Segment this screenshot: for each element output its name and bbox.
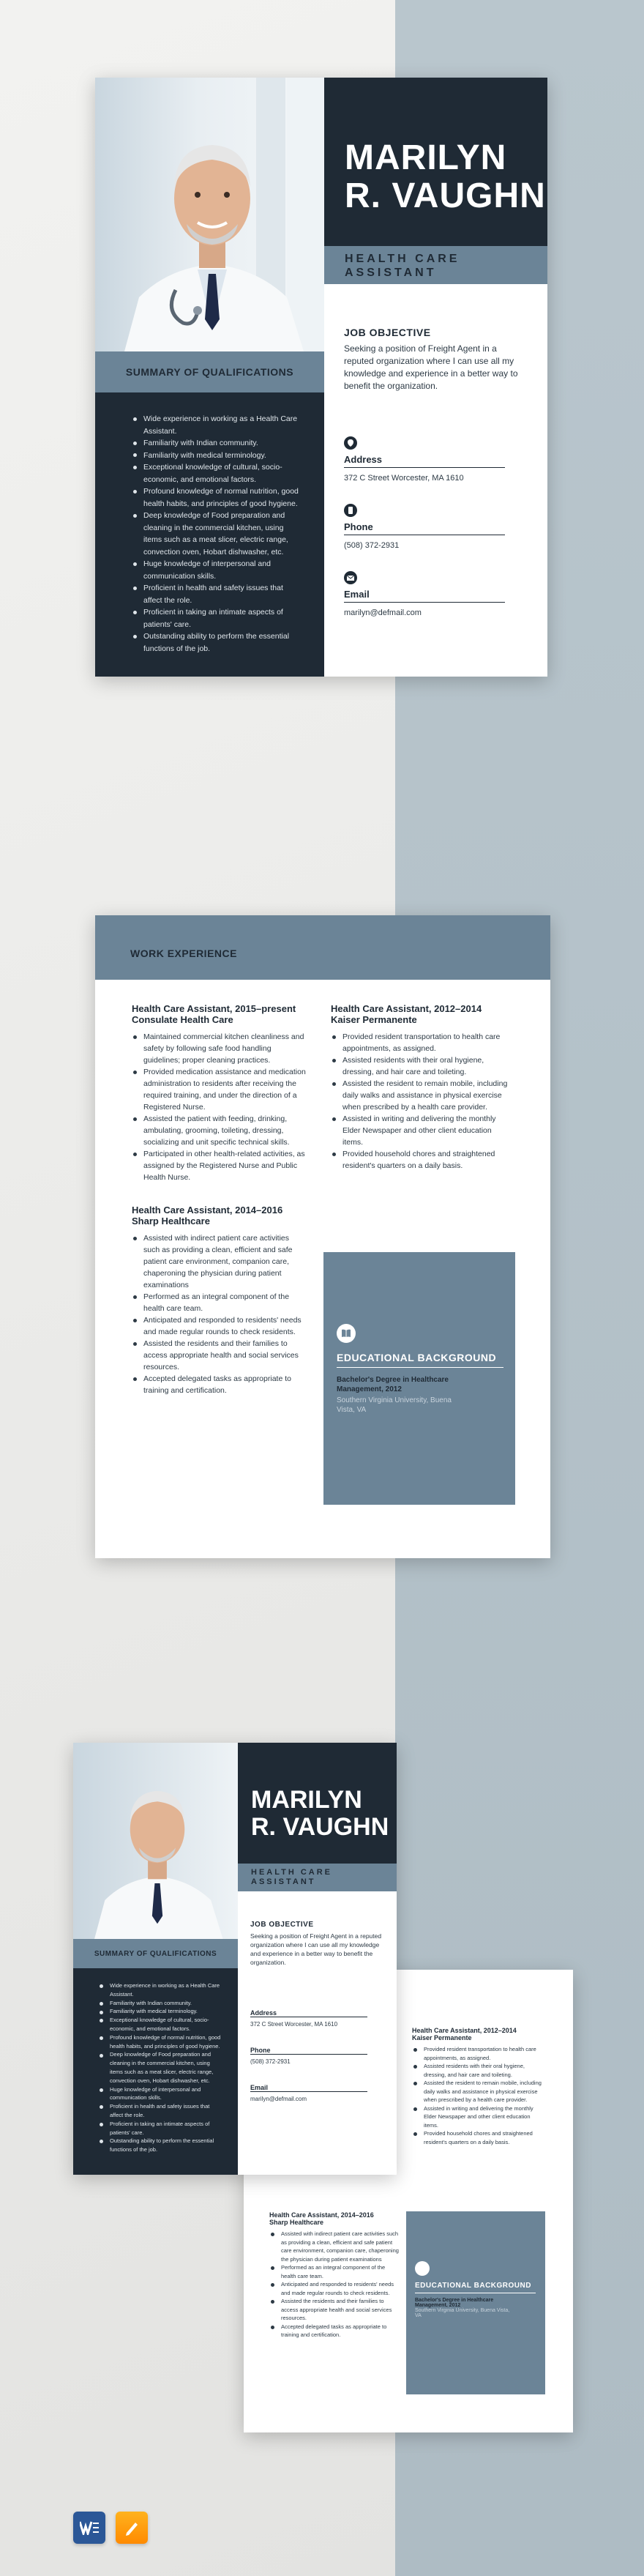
bullet-item: Participated in other health-related activities, as assigned by the Registered Nurse and Public Health Nurse. <box>132 1148 307 1183</box>
last-name: R. VAUGHN <box>345 176 546 215</box>
preview-email-value: marilyn@defmail.com <box>250 2096 307 2102</box>
job-2 <box>331 1003 514 1172</box>
summary-title: SUMMARY OF QUALIFICATIONS <box>125 366 294 378</box>
qualifications-list <box>132 413 301 655</box>
preview-objective <box>250 1921 382 1967</box>
preview-job-3 <box>269 2211 401 2339</box>
bullet-item: Assisted the residents and their families to access appropriate health and social services resources. <box>132 1338 307 1373</box>
address-label: Address <box>344 454 505 468</box>
bullet-item: Wide experience in working as a Health Care Assistant. <box>98 1981 223 1999</box>
job-3-heading: Health Care Assistant, 2014–2016 <box>132 1205 283 1216</box>
name-block <box>324 78 547 246</box>
bullet-item: Assisted the patient with feeding, drinking, ambulating, grooming, toileting, dressing, socializing and unit specific technical skills. <box>132 1113 307 1148</box>
preview-summary-title: SUMMARY OF QUALIFICATIONS <box>94 1949 217 1958</box>
bullet-item: Maintained commercial kitchen cleanliness and safety by following safe food handling guidelines; proper cleaning practices. <box>132 1031 307 1066</box>
bullet-item: Profound knowledge of normal nutrition, good health habits, and principles of good hygiene. <box>98 2033 223 2051</box>
bullet-item: Deep knowledge of Food preparation and cleaning in the commercial kitchen, using items such as a meat slicer, electric range, convection oven, Hobart dishwasher, etc. <box>132 510 301 558</box>
preview-qualifications-list <box>98 1981 223 2154</box>
preview-first-name: MARILYN <box>251 1786 362 1814</box>
bullet-item: Familiarity with medical terminology. <box>98 2007 223 2016</box>
objective-section <box>344 327 527 392</box>
objective-title: JOB OBJECTIVE <box>344 327 431 338</box>
preview-job-2-duties <box>412 2045 544 2146</box>
preview-book-icon <box>415 2261 430 2276</box>
bullet-item: Provided resident transportation to health care appointments, as assigned. <box>412 2045 544 2062</box>
email-icon <box>344 571 357 584</box>
bullet-item: Assisted with indirect patient care activities such as providing a clean, efficient and safe patient care environment, companion care, chaperoning the physician during patient examinations <box>132 1232 307 1291</box>
preview-last-name: R. VAUGHN <box>251 1813 389 1841</box>
preview-name-block <box>238 1743 397 1864</box>
preview-education-degree: Bachelor's Degree in Healthcare Management, 2012 <box>415 2298 494 2308</box>
preview-education-title: EDUCATIONAL BACKGROUND <box>415 2282 536 2293</box>
preview-objective-title: JOB OBJECTIVE <box>250 1921 314 1929</box>
email-value: marilyn@defmail.com <box>344 608 422 617</box>
job-3 <box>132 1205 307 1396</box>
preview-objective-text: Seeking a position of Freight Agent in a reputed organization where I can use all my knowledge and experience in a better way to benefit the organization. <box>250 1932 382 1966</box>
pages-icon[interactable] <box>116 2512 148 2544</box>
education-school: Southern Virginia University, Buena Vista, VA <box>337 1396 452 1414</box>
preview-job-2-company: Kaiser Permanente <box>412 2034 472 2041</box>
position-title: HEALTH CARE ASSISTANT <box>345 253 460 279</box>
bullet-item: Proficient in taking an intimate aspects of patients' care. <box>132 606 301 630</box>
job-3-company: Sharp Healthcare <box>132 1216 210 1226</box>
bullet-item: Accepted delegated tasks as appropriate to training and certification. <box>132 1373 307 1396</box>
bullet-item: Profound knowledge of normal nutrition, good health habits, and principles of good hygiene. <box>132 485 301 510</box>
bullet-item: Assisted in writing and delivering the monthly Elder Newspaper and other client education items. <box>331 1113 514 1148</box>
summary-header <box>95 351 324 392</box>
bullet-item: Assisted the residents and their families to access appropriate health and social services resources. <box>269 2297 401 2323</box>
bullet-item: Proficient in health and safety issues that affect the role. <box>98 2102 223 2120</box>
bullet-item: Assisted the resident to remain mobile, including daily walks and assistance in physical exercise when prescribed by a health care provider. <box>331 1078 514 1113</box>
phone-block <box>344 504 505 550</box>
preview-email-label: Email <box>250 2084 367 2092</box>
position-bar <box>324 246 547 284</box>
preview-phone-label: Phone <box>250 2047 367 2055</box>
email-block <box>344 571 505 617</box>
bullet-item: Assisted residents with their oral hygiene, dressing, and hair care and toileting. <box>412 2062 544 2079</box>
preview-contacts <box>250 1999 367 2102</box>
bullet-item: Provided resident transportation to health care appointments, as assigned. <box>331 1031 514 1054</box>
job-2-heading: Health Care Assistant, 2012–2014 <box>331 1003 482 1014</box>
bullet-item: Assisted the resident to remain mobile, including daily walks and assistance in physical exercise when prescribed by a health care provider. <box>412 2079 544 2104</box>
book-icon <box>337 1324 356 1343</box>
job-1 <box>132 1003 307 1183</box>
education-panel <box>323 1252 515 1505</box>
bullet-item: Provided household chores and straightened resident's quarters on a daily basis. <box>412 2129 544 2146</box>
bullet-item: Outstanding ability to perform the essential functions of the job. <box>132 630 301 655</box>
bullet-item: Outstanding ability to perform the essential functions of the job. <box>98 2137 223 2154</box>
education-degree: Bachelor's Degree in Healthcare Management, 2012 <box>337 1376 449 1393</box>
job-1-company: Consulate Health Care <box>132 1014 233 1025</box>
bullet-item: Proficient in taking an intimate aspects of patients' care. <box>98 2120 223 2137</box>
preview-position-bar <box>238 1864 397 1891</box>
education-title: EDUCATIONAL BACKGROUND <box>337 1352 503 1368</box>
preview-address-value: 372 C Street Worcester, MA 1610 <box>250 2021 338 2028</box>
email-label: Email <box>344 589 505 603</box>
bullet-item: Anticipated and responded to residents' needs and made regular rounds to check residents. <box>132 1314 307 1338</box>
bullet-item: Performed as an integral component of the health care team. <box>269 2263 401 2280</box>
preview-summary-header <box>73 1939 238 1968</box>
job-1-duties <box>132 1031 307 1183</box>
bullet-item: Familiarity with medical terminology. <box>132 450 301 462</box>
job-2-duties <box>331 1031 514 1172</box>
bullet-item: Exceptional knowledge of cultural, socio-economic, and emotional factors. <box>98 2016 223 2033</box>
bullet-item: Assisted with indirect patient care activities such as providing a clean, efficient and safe patient care environment, companion care, chaperoning the physician during patient examinations <box>269 2230 401 2263</box>
resume-page-1 <box>95 78 547 677</box>
bullet-item: Proficient in health and safety issues that affect the role. <box>132 582 301 606</box>
preview-photo <box>73 1743 238 1939</box>
bullet-item: Wide experience in working as a Health Care Assistant. <box>132 413 301 437</box>
bullet-item: Provided household chores and straightened resident's quarters on a daily basis. <box>331 1148 514 1172</box>
preview-job-2 <box>412 2027 544 2146</box>
preview-job-3-company: Sharp Healthcare <box>269 2219 324 2226</box>
preview-page-1 <box>73 1743 397 2175</box>
preview-position: HEALTH CARE ASSISTANT <box>251 1868 333 1886</box>
first-name: MARILYN <box>345 138 507 177</box>
job-1-heading: Health Care Assistant, 2015–present <box>132 1003 296 1014</box>
profile-photo <box>95 78 324 351</box>
address-value: 372 C Street Worcester, MA 1610 <box>344 474 464 483</box>
preview-job-3-duties <box>269 2230 401 2339</box>
phone-icon <box>344 504 357 517</box>
bullet-item: Assisted in writing and delivering the monthly Elder Newspaper and other client education items. <box>412 2104 544 2130</box>
bullet-item: Huge knowledge of interpersonal and communication skills. <box>98 2085 223 2103</box>
address-block <box>344 436 505 483</box>
job-3-duties <box>132 1232 307 1396</box>
phone-label: Phone <box>344 521 505 535</box>
experience-title: WORK EXPERIENCE <box>130 948 237 959</box>
bullet-item: Familiarity with Indian community. <box>132 437 301 450</box>
bullet-item: Deep knowledge of Food preparation and cleaning in the commercial kitchen, using items such as a meat slicer, electric range, convection oven, Hobart dishwasher, etc. <box>98 2050 223 2085</box>
preview-summary-panel <box>73 1968 238 2175</box>
objective-text: Seeking a position of Freight Agent in a reputed organization where I can use all my knowledge and experience in a better way to benefit the organization. <box>344 343 518 391</box>
bullet-item: Accepted delegated tasks as appropriate to training and certification. <box>269 2323 401 2339</box>
pin-icon <box>344 436 357 450</box>
job-2-company: Kaiser Permanente <box>331 1014 417 1025</box>
bullet-item: Exceptional knowledge of cultural, socio-economic, and emotional factors. <box>132 461 301 485</box>
experience-header <box>95 915 550 980</box>
word-icon[interactable] <box>73 2512 105 2544</box>
bullet-item: Familiarity with Indian community. <box>98 1999 223 2008</box>
bullet-item: Anticipated and responded to residents' needs and made regular rounds to check residents. <box>269 2280 401 2297</box>
phone-value: (508) 372-2931 <box>344 541 400 550</box>
preview-job-2-heading: Health Care Assistant, 2012–2014 <box>412 2027 517 2034</box>
bullet-item: Provided medication assistance and medication administration to residents after receiving the required training, and under the direction of a Registered Nurse. <box>132 1066 307 1113</box>
preview-address-label: Address <box>250 2009 367 2017</box>
bullet-item: Assisted residents with their oral hygiene, dressing, and hair care and toileting. <box>331 1054 514 1078</box>
summary-panel <box>95 392 324 677</box>
preview-job-3-heading: Health Care Assistant, 2014–2016 <box>269 2211 374 2219</box>
bullet-item: Huge knowledge of interpersonal and communication skills. <box>132 558 301 582</box>
preview-education-school: Southern Virginia University, Buena Vista, VA <box>415 2308 510 2318</box>
resume-page-2 <box>95 915 550 1558</box>
bullet-item: Performed as an integral component of the health care team. <box>132 1291 307 1314</box>
preview-phone-value: (508) 372-2931 <box>250 2058 291 2065</box>
preview-education-panel <box>406 2211 545 2394</box>
